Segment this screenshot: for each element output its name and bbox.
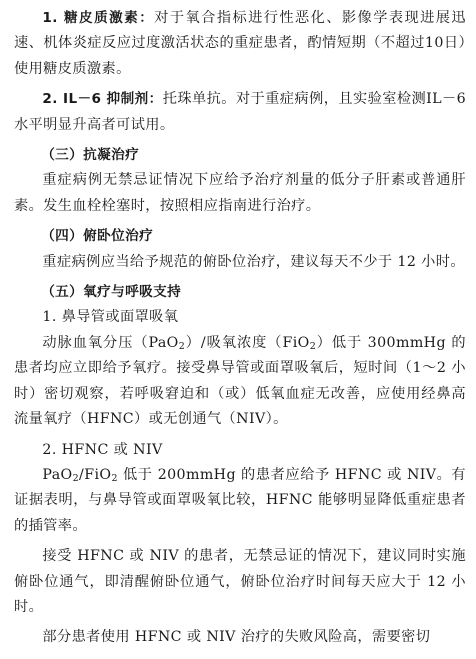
glucocorticoid-paragraph (14, 6, 466, 82)
sub2-text-a: PaO (42, 466, 73, 483)
il6-lead: 2. IL－6 抑制剂： (42, 91, 163, 108)
sub1-subscript-b: 2 (309, 340, 317, 352)
il6-text: 托珠单抗。对于重症病例，且实验室检测IL－6水平明显升高者可试用。 (14, 91, 466, 133)
glucocorticoid-lead: 1. 糖皮质激素： (42, 10, 155, 26)
sub2-subscript-a: 2 (72, 472, 80, 484)
sub1-text-b: ）/吸氧浓度（FiO (185, 334, 310, 351)
section4-body: 重症病例应当给予规范的俯卧位治疗，建议每天不少于 12 小时。 (42, 253, 465, 270)
section5-para4: 部分患者使用 HFNC 或 NIV 治疗的失败风险高，需要密切 (42, 629, 431, 646)
glucocorticoid-text: 对于氧合指标进行性恶化、影像学表现进展迅速、机体炎症反应过度激活状态的重症患者，酌情短期（不超过10日）使用糖皮质激素。 (14, 10, 466, 77)
section5-para3: 接受 HFNC 或 NIV 的患者，无禁忌证的情况下，建议同时实施俯卧位通气，即清醒俯卧位通气，俯卧位治疗时间每天应大于 12 小时。 (14, 548, 466, 615)
il6-paragraph (14, 87, 466, 138)
sub1-text-c: ）低于 300mmHg 的患者均应立即给予氧疗。接受鼻导管或面罩吸氧后，短时间（1～2 小时）密切观察，若呼吸窘迫和（或）低氧血症无改善，应使用经鼻高流量氧疗（HFNC）或无创通气（NIV）。 (14, 334, 466, 428)
sub2-text-c: 低于 200mmHg 的患者应给予 HFNC 或 NIV。有证据表明，与鼻导管或面罩吸氧比较，HFNC 能够明显降低重症患者的插管率。 (14, 466, 466, 534)
section5-sub2-body (14, 463, 466, 539)
section5-sub1-title: 1. 鼻导管或面罩吸氧 (42, 309, 179, 326)
section5-sub1-body (14, 331, 466, 433)
sub2-text-b: /FiO (79, 466, 112, 483)
sub1-text-a: 动脉血氧分压（PaO (42, 334, 179, 351)
section3-heading: （三）抗凝治疗 (41, 147, 140, 164)
sub1-subscript-a: 2 (178, 340, 186, 352)
section4-heading: （四）俯卧位治疗 (41, 228, 154, 245)
section3-body: 重症病例无禁忌证情况下应给予治疗剂量的低分子肝素或普通肝素。发生血栓栓塞时，按照相应指南进行治疗。 (14, 172, 466, 214)
section5-sub2-title: 2. HFNC 或 NIV (42, 441, 163, 458)
document-page (14, 6, 466, 651)
section5-heading: （五）氧疗与呼吸支持 (41, 284, 182, 301)
sub2-subscript-b: 2 (111, 472, 118, 484)
